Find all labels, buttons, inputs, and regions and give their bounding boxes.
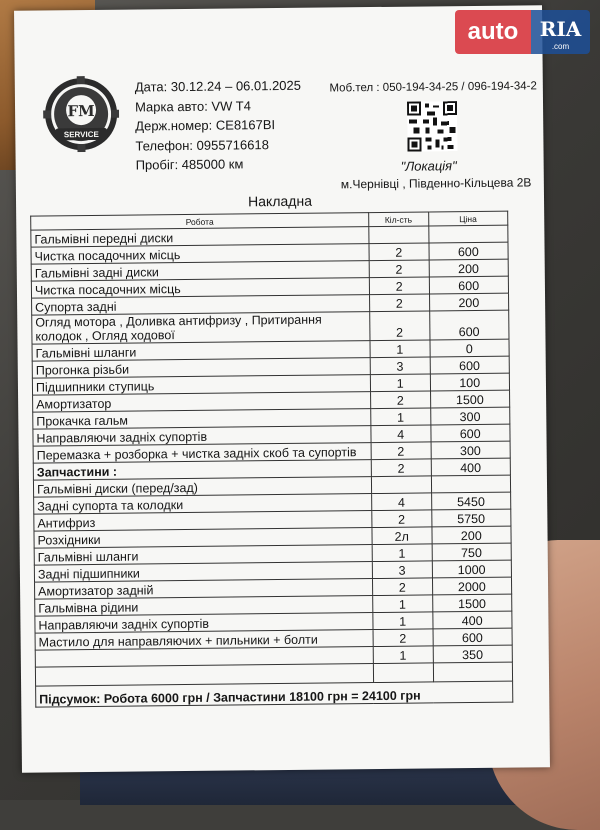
item-qty: 1 [372,544,432,562]
mobile-phones: Моб.тел : 050-194-34-25 / 096-194-34-2 [329,80,537,95]
item-qty: 2 [372,510,432,528]
item-qty: 4 [371,493,431,511]
item-qty: 3 [370,357,430,375]
item-name: Гальмівні задні диски [31,261,369,282]
watermark-auto: auto [455,10,531,54]
item-price: 300 [430,407,510,425]
header-qty: Кіл-сть [369,212,429,227]
item-qty: 2 [371,442,431,460]
item-qty: 1 [373,646,433,664]
mileage-line: Пробіг: 485000 км [135,156,244,173]
item-price: 1000 [432,560,512,578]
item-name: Задні супорта та колодки [34,494,372,515]
watermark-ria [531,10,590,54]
item-price: 600 [430,356,510,374]
item-name: Перемазка + розборка + чистка задніх скоб та супортів [33,443,371,464]
fm-service-logo [43,76,120,153]
item-price: 600 [430,424,510,442]
item-name: Огляд мотора , Доливка антифризу , Притирання колодок , Огляд ходової [32,312,370,345]
item-price: 0 [430,339,510,357]
item-name: Амортизатор задній [35,579,373,600]
item-price: 600 [429,276,509,294]
item-price: 300 [431,441,511,459]
watermark-ria-text: RIA [539,17,582,41]
item-qty: 1 [373,612,433,630]
item-price: 600 [429,242,509,260]
item-name: Направляючи задніх супортів [33,426,371,447]
item-name: Мастило для направляючих + пильники + болти [35,630,373,651]
invoice-table [30,211,513,708]
vehicle-info [135,76,302,175]
item-name: Гальмівні диски (перед/зад) [33,477,371,498]
item-qty: 2 [369,260,429,278]
item-price: 600 [429,310,509,340]
invoice-sheet [14,5,550,772]
item-price: 5750 [431,509,511,527]
item-name: Гальмівні передні диски [31,227,369,248]
item-name: Розхідники [34,528,372,549]
item-name: Підшипники ступиць [32,375,370,396]
item-price: 750 [432,543,512,561]
parts-section-label: Запчастини : [33,460,371,481]
item-price: 200 [429,259,509,277]
date-line: Дата: 30.12.24 – 06.01.2025 [134,77,302,95]
item-qty: 2 [369,277,429,295]
car-line: Марка авто: VW T4 [134,97,251,115]
phone-line: Телефон: 0955716618 [135,136,269,154]
item-name: Задні підшипники [34,562,372,583]
item-qty: 2 [369,243,429,261]
item-name: Антифриз [34,511,372,532]
parts-section-price: 400 [431,458,511,476]
item-price: 5450 [431,492,511,510]
item-name: Прокачка гальм [33,409,371,430]
work-rows [31,225,510,463]
header-work: Робота [31,213,369,231]
autoria-watermark [455,10,590,54]
total-summary: Підсумок: Робота 6000 грн / Запчастини 18100 грн = 24100 грн [36,681,513,707]
item-name: Гальмівні шланги [34,545,372,566]
item-price: 400 [432,611,512,629]
item-qty: 1 [371,408,431,426]
item-price: 600 [433,628,513,646]
item-name: Гальмівна рідини [35,596,373,617]
item-qty: 2 [373,629,433,647]
watermark-domain: .com [551,42,570,51]
item-price: 1500 [432,594,512,612]
item-price [428,225,508,243]
parts-section-qty: 2 [371,459,431,477]
item-name: Чистка посадочних місць [31,278,369,299]
location-name: "Локація" [400,158,457,174]
item-name: Направляючи задніх супортів [35,613,373,634]
item-qty: 2л [372,527,432,545]
item-qty: 2 [370,391,430,409]
document-title: Накладна [248,192,313,210]
item-name: Гальмівні шланги [32,341,370,362]
item-qty: 1 [373,595,433,613]
item-price: 100 [430,373,510,391]
item-name: Супорта задні [32,295,370,316]
item-price: 1500 [430,390,510,408]
header-price: Ціна [428,211,508,226]
item-price: 350 [433,645,513,663]
total-row [36,681,513,707]
item-name: Чистка посадочних місць [31,244,369,265]
item-price: 200 [431,526,511,544]
item-qty [369,226,429,244]
item-price [431,475,511,493]
parts-rows [33,475,512,667]
item-price: 2000 [432,577,512,595]
item-qty: 1 [370,340,430,358]
location-address: м.Чернівці , Південно-Кільцева 2В [340,175,532,192]
item-price: 200 [429,293,509,311]
item-qty [371,476,431,494]
svg-text:FM: FM [67,101,95,121]
item-qty: 1 [370,374,430,392]
item-name: Амортизатор [33,392,371,413]
plate-line: Держ.номер: CE8167BI [135,117,276,134]
item-qty: 2 [372,578,432,596]
qr-code[interactable] [407,101,458,152]
svg-text:SERVICE: SERVICE [63,129,99,140]
item-qty: 2 [369,294,429,312]
item-qty: 2 [370,311,430,341]
item-qty: 4 [371,425,431,443]
item-qty: 3 [372,561,432,579]
item-name: Прогонка різьби [32,358,370,379]
